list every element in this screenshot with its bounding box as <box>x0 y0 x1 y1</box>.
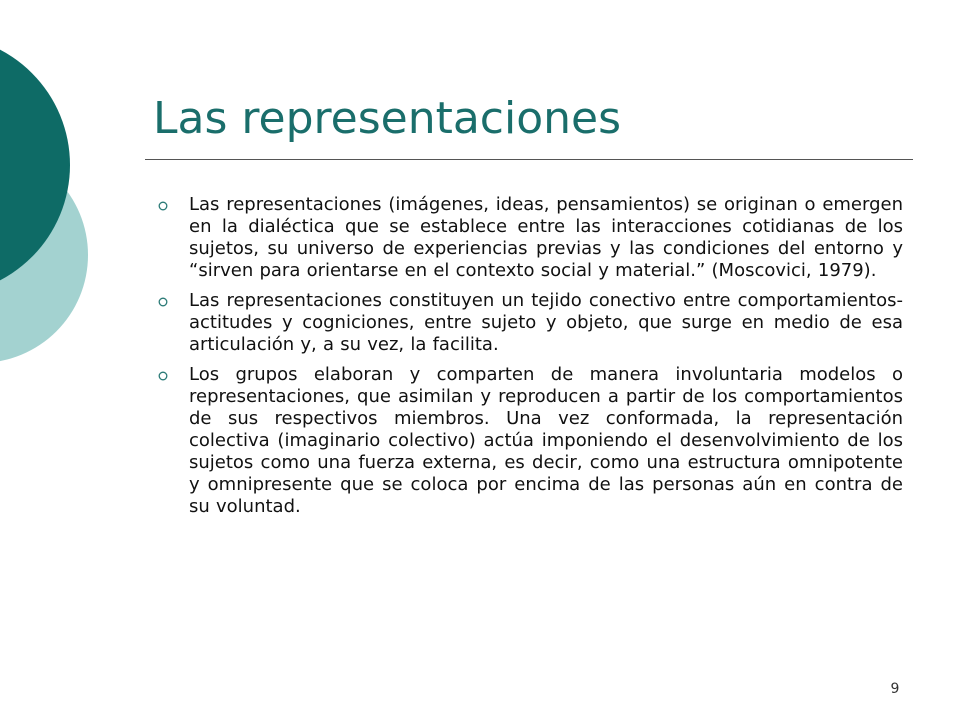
bullet-item <box>158 364 903 518</box>
hollow-circle-bullet-icon <box>158 371 168 381</box>
bullet-item <box>158 194 903 282</box>
bullet-text: Las representaciones (imágenes, ideas, pensamientos) se originan o emergen en la dialéctica que se establece entre las interacciones cotidianas de los sujetos, su universo de experiencias previas y las condiciones del entorno y “sirven para orientarse en el contexto social y material.” (Moscovici, 1979). <box>189 194 903 281</box>
bullet-item <box>158 290 903 356</box>
hollow-circle-bullet-icon <box>158 201 168 211</box>
decorative-circles <box>0 0 140 420</box>
bullet-list <box>158 194 903 526</box>
bullet-text: Los grupos elaboran y comparten de manera involuntaria modelos o representaciones, que asimilan y reproducen a partir de los comportamientos de sus respectivos miembros. Una vez conformada, la representación colectiva (imaginario colectivo) actúa imponiendo el desenvolvimiento de los sujetos como una fuerza externa, es decir, como una estructura omnipotente y omnipresente que se coloca por encima de las personas aún en contra de su voluntad. <box>189 364 903 517</box>
slide-title: Las representaciones <box>153 93 622 144</box>
page-number: 9 <box>890 681 900 697</box>
hollow-circle-bullet-icon <box>158 297 168 307</box>
bullet-text: Las representaciones constituyen un tejido conectivo entre comportamientos- actitudes y cogniciones, entre sujeto y objeto, que surge en medio de esa articulación y, a su vez, la facilita. <box>189 290 903 355</box>
title-divider <box>145 159 913 160</box>
